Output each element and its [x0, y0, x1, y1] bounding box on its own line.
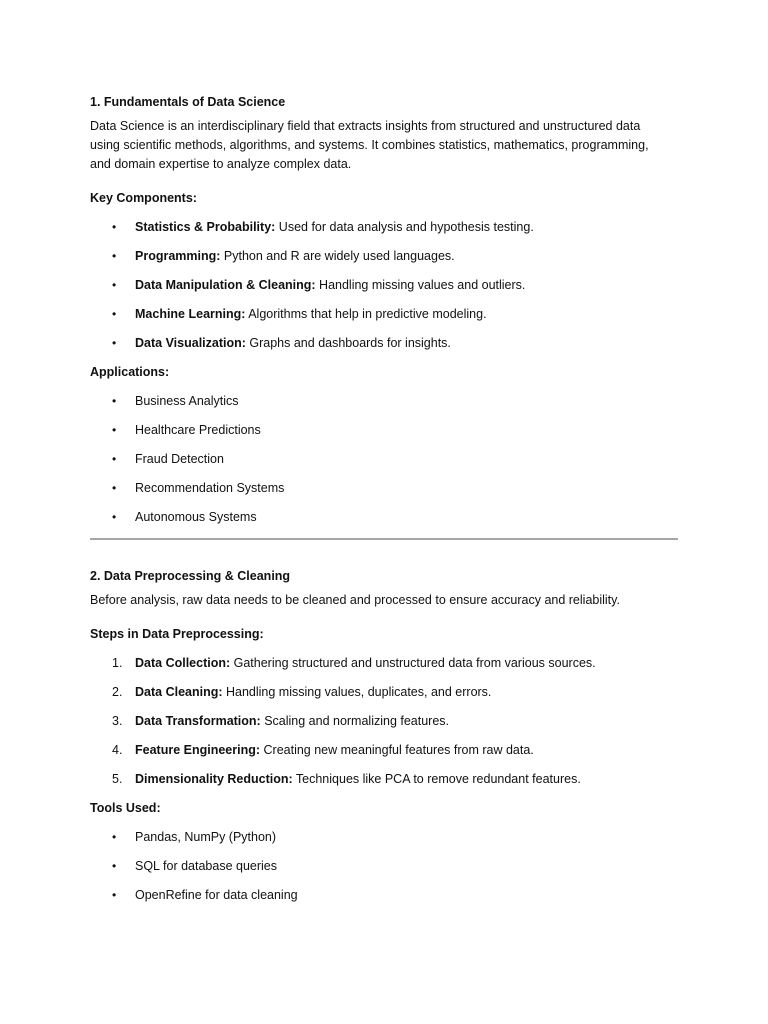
item-number: 1.: [112, 656, 123, 670]
item-text: Healthcare Predictions: [135, 423, 261, 437]
bullet-icon: •: [112, 278, 117, 292]
steps-heading: Steps in Data Preprocessing:: [90, 627, 264, 641]
item-desc: Handling missing values and outliers.: [315, 278, 526, 292]
steps-list: [90, 649, 680, 794]
item-term: Programming:: [135, 249, 221, 263]
list-item: [90, 678, 680, 707]
applications-heading: Applications:: [90, 365, 170, 379]
item-text: OpenRefine for data cleaning: [135, 888, 298, 902]
item-text: Autonomous Systems: [135, 510, 257, 524]
item-term: Data Collection:: [135, 656, 231, 670]
item-number: 4.: [112, 743, 123, 757]
bullet-icon: •: [112, 307, 117, 321]
item-term: Data Cleaning:: [135, 685, 223, 699]
list-item: [90, 881, 680, 910]
bullet-icon: •: [112, 336, 117, 350]
section-1-intro-line: Data Science is an interdisciplinary field that extracts insights from structured and unstructured data: [90, 119, 641, 133]
list-item: [90, 271, 680, 300]
key-components-list: [90, 213, 680, 358]
bullet-icon: •: [112, 249, 117, 263]
list-item: [90, 387, 680, 416]
item-desc: Gathering structured and unstructured data from various sources.: [230, 656, 596, 670]
applications-list: [90, 387, 680, 532]
bullet-icon: •: [112, 452, 117, 466]
list-item: [90, 765, 680, 794]
section-1-intro-line: and domain expertise to analyze complex data.: [90, 157, 352, 171]
bullet-icon: •: [112, 888, 117, 902]
item-desc: Scaling and normalizing features.: [260, 714, 450, 728]
bullet-icon: •: [112, 423, 117, 437]
list-item: [90, 213, 680, 242]
tools-heading: Tools Used:: [90, 801, 161, 815]
item-desc: Creating new meaningful features from raw data.: [260, 743, 534, 757]
list-item: [90, 852, 680, 881]
list-item: [90, 503, 680, 532]
section-1-intro: [90, 117, 680, 174]
bullet-icon: •: [112, 859, 117, 873]
bullet-icon: •: [112, 510, 117, 524]
item-desc: Techniques like PCA to remove redundant features.: [292, 772, 581, 786]
section-2-title: 2. Data Preprocessing & Cleaning: [90, 569, 291, 583]
list-item: [90, 329, 680, 358]
bullet-icon: •: [112, 394, 117, 408]
item-desc: Python and R are widely used languages.: [220, 249, 455, 263]
list-item: [90, 707, 680, 736]
list-item: [90, 300, 680, 329]
item-desc: Used for data analysis and hypothesis testing.: [275, 220, 534, 234]
item-desc: Graphs and dashboards for insights.: [245, 336, 451, 350]
list-item: [90, 736, 680, 765]
item-number: 3.: [112, 714, 123, 728]
key-components-heading: Key Components:: [90, 191, 197, 205]
section-1-title: 1. Fundamentals of Data Science: [90, 95, 286, 109]
item-term: Data Transformation:: [135, 714, 261, 728]
list-item: [90, 823, 680, 852]
item-text: Pandas, NumPy (Python): [135, 830, 277, 844]
document-page: [90, 88, 680, 910]
list-item: [90, 416, 680, 445]
section-divider: [90, 538, 678, 540]
bullet-icon: •: [112, 220, 117, 234]
item-text: Recommendation Systems: [135, 481, 285, 495]
item-number: 5.: [112, 772, 123, 786]
list-item: [90, 445, 680, 474]
item-number: 2.: [112, 685, 123, 699]
item-term: Dimensionality Reduction:: [135, 772, 293, 786]
list-item: [90, 242, 680, 271]
section-1-intro-line: using scientific methods, algorithms, and systems. It combines statistics, mathematics, programming,: [90, 138, 649, 152]
section-2-intro: Before analysis, raw data needs to be cleaned and processed to ensure accuracy and reliability.: [90, 593, 620, 607]
item-text: SQL for database queries: [135, 859, 277, 873]
item-term: Statistics & Probability:: [135, 220, 276, 234]
item-term: Machine Learning:: [135, 307, 246, 321]
item-desc: Algorithms that help in predictive modeling.: [245, 307, 487, 321]
item-term: Feature Engineering:: [135, 743, 261, 757]
tools-list: [90, 823, 680, 910]
list-item: [90, 649, 680, 678]
item-term: Data Manipulation & Cleaning:: [135, 278, 316, 292]
list-item: [90, 474, 680, 503]
bullet-icon: •: [112, 830, 117, 844]
item-text: Fraud Detection: [135, 452, 224, 466]
item-text: Business Analytics: [135, 394, 239, 408]
item-desc: Handling missing values, duplicates, and errors.: [222, 685, 492, 699]
item-term: Data Visualization:: [135, 336, 246, 350]
bullet-icon: •: [112, 481, 117, 495]
